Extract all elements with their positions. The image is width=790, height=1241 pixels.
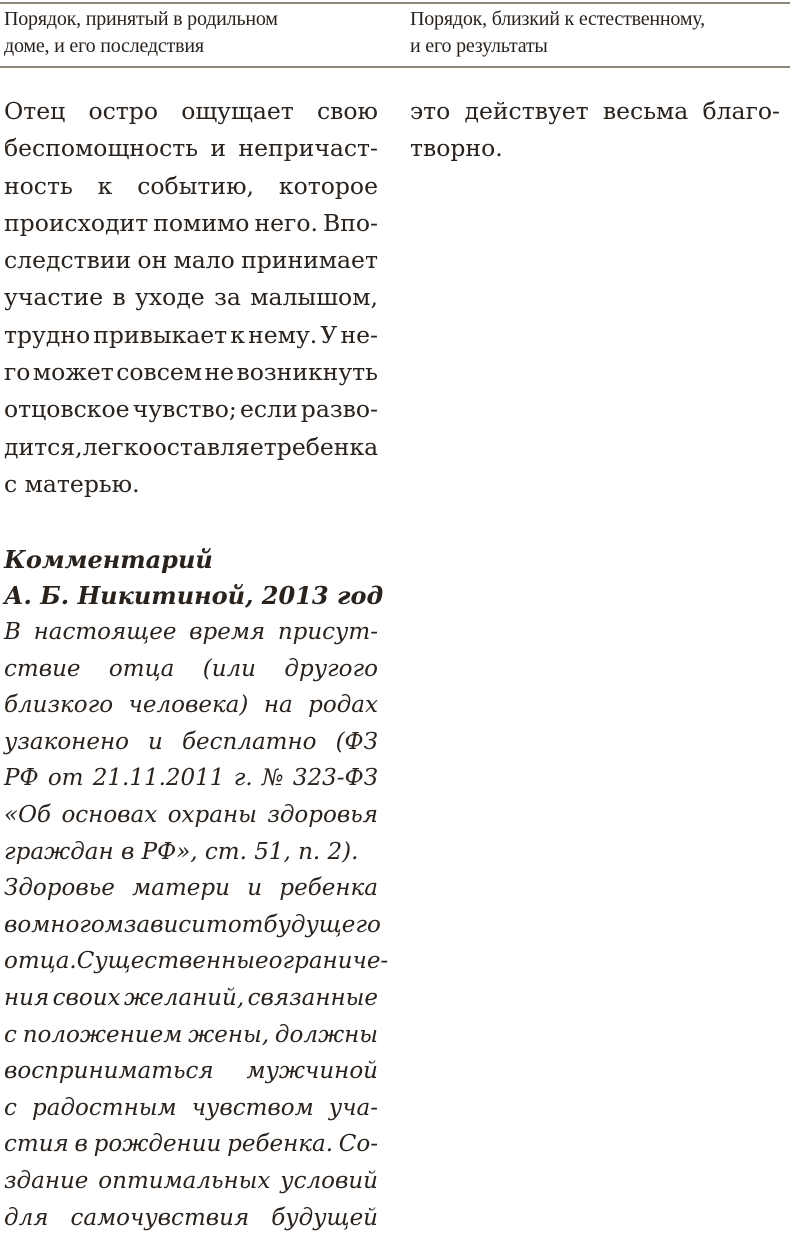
table-cell-right bbox=[410, 93, 780, 168]
header-right-line-2: и его результаты bbox=[410, 35, 548, 57]
header-right-line-1: Порядок, близкий к естественному, bbox=[410, 8, 705, 30]
text-line: РФ от 21.11.2011 г. № 323-ФЗ bbox=[4, 765, 378, 792]
text-line: отцовское чувство; если разво- bbox=[4, 395, 378, 424]
text-line: отца. Существенные ограниче- bbox=[4, 948, 389, 975]
text-line: восприниматься мужчиной bbox=[4, 1058, 378, 1085]
text-line: трудно привыкает к нему. У не- bbox=[4, 320, 378, 349]
text-line: следствии он мало принимает bbox=[4, 246, 378, 275]
text-line: это действует весьма благо- bbox=[410, 97, 780, 125]
text-line: дится, легко оставляет ребенка bbox=[4, 432, 379, 461]
table-header-left bbox=[4, 6, 396, 60]
text-line: близкого человека) на родах bbox=[4, 692, 378, 719]
text-line: во многом зависит от будущего bbox=[4, 911, 381, 938]
text-line: происходит помимо него. Впо- bbox=[4, 208, 378, 237]
text-line: с матерью. bbox=[4, 469, 140, 498]
table-header-right bbox=[410, 6, 790, 60]
header-left-line-2: доме, и его последствия bbox=[4, 35, 204, 57]
commentary-body bbox=[4, 614, 389, 1236]
commentary-author: А. Б. Никитиной, 2013 год bbox=[4, 581, 384, 610]
text-line: В настоящее время присут- bbox=[4, 619, 378, 645]
table-cell-left bbox=[4, 93, 378, 503]
header-left-line-1: Порядок, принятый в родильном bbox=[4, 8, 278, 30]
text-line: узаконено и бесплатно (ФЗ bbox=[4, 728, 378, 755]
text-line: Отец остро ощущает свою bbox=[4, 97, 378, 125]
text-line: с радостным чувством уча- bbox=[4, 1094, 378, 1121]
text-line: граждан в РФ», ст. 51, п. 2). bbox=[4, 838, 359, 865]
commentary-title: Комментарий bbox=[4, 545, 213, 574]
text-line: ствие отца (или другого bbox=[4, 655, 378, 682]
text-line: творно. bbox=[410, 134, 503, 163]
text-line: для самочувствия будущей bbox=[4, 1204, 378, 1231]
text-line: участие в уходе за малышом, bbox=[4, 283, 378, 312]
text-line: здание оптимальных условий bbox=[4, 1167, 378, 1194]
text-line: ность к событию, которое bbox=[4, 171, 378, 200]
table-header-rule bbox=[0, 66, 790, 68]
commentary-block bbox=[4, 542, 389, 1236]
table-top-rule bbox=[0, 2, 790, 4]
text-line: с положением жены, должны bbox=[4, 1021, 378, 1048]
text-line: Здоровье матери и ребенка bbox=[4, 875, 378, 902]
text-line: «Об основах охраны здоровья bbox=[4, 801, 378, 828]
text-line: го может совсем не возникнуть bbox=[4, 358, 378, 387]
text-line: стия в рождении ребенка. Со- bbox=[4, 1131, 378, 1158]
text-line: ния своих желаний, связанные bbox=[4, 984, 378, 1011]
text-line: беспомощность и непричаст- bbox=[4, 134, 378, 163]
